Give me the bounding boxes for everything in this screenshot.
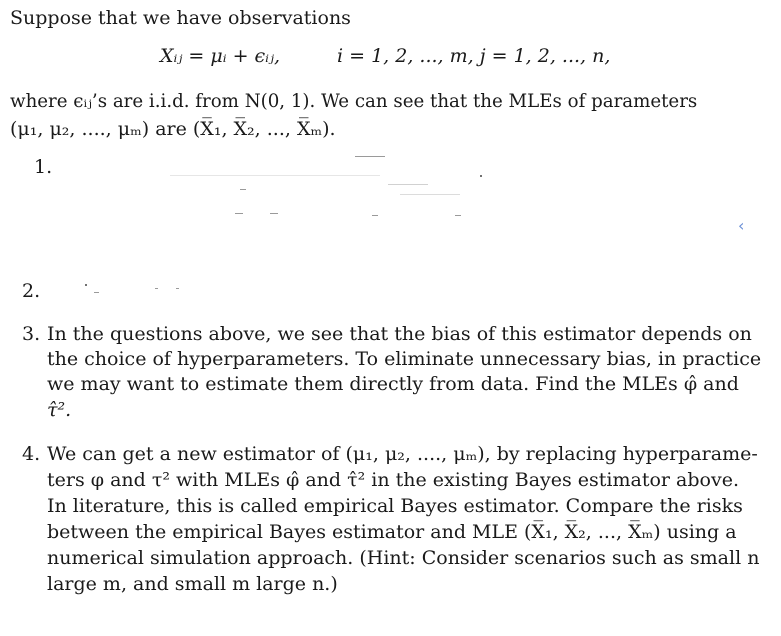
intro-line-3: where ϵᵢⱼ’s are i.i.d. from N(0, 1). We can see that the MLEs of parameters [10, 91, 698, 112]
chevron-left-icon: ‹ [738, 216, 745, 235]
item-2-number: 2. [22, 280, 41, 302]
faint-mark [270, 213, 278, 214]
item-4-line-5: numerical simulation approach. (Hint: Consider scenarios such as small n [47, 547, 760, 569]
observation-index-range: i = 1, 2, ..., m, j = 1, 2, ..., n, [337, 45, 611, 67]
faint-mark [372, 215, 378, 216]
item-4-line-6: large m, and small m large n.) [47, 573, 338, 595]
faint-mark [355, 156, 385, 157]
faint-mark [455, 215, 461, 216]
faint-mark [480, 175, 482, 177]
item-3-number: 3. [22, 323, 41, 345]
item-3-line-2: the choice of hyperparameters. To eliminate unnecessary bias, in practice [47, 348, 762, 370]
observation-equation: Xᵢⱼ = μᵢ + ϵᵢⱼ, [160, 45, 281, 67]
faint-mark [94, 292, 99, 293]
item-3-line-1: In the questions above, we see that the bias of this estimator depends on [47, 323, 752, 345]
intro-line-4: (μ₁, μ₂, ...., μₘ) are (X̅₁, X̅₂, ..., X̅ₘ). [10, 118, 336, 140]
item-4-line-1: We can get a new estimator of (μ₁, μ₂, ...., μₘ), by replacing hyperparame- [47, 443, 758, 465]
item-3-line-4: τ̂². [47, 399, 72, 421]
faint-mark [170, 175, 380, 176]
item-4-line-4: between the empirical Bayes estimator and MLE (X̅₁, X̅₂, ..., X̅ₘ) using a [47, 521, 737, 543]
faint-mark [388, 184, 428, 185]
intro-line-1: Suppose that we have observations [10, 7, 351, 29]
item-4-number: 4. [22, 443, 41, 465]
faint-mark [176, 288, 179, 289]
faint-mark [85, 284, 87, 286]
faint-mark [155, 288, 158, 289]
item-3-line-3: we may want to estimate them directly from data. Find the MLEs φ̂ and [47, 373, 739, 395]
item-4-line-3: In literature, this is called empirical Bayes estimator. Compare the risks [47, 495, 743, 517]
item-1-number: 1. [34, 156, 53, 178]
faint-mark [235, 213, 243, 214]
faint-mark [400, 194, 460, 195]
faint-mark [240, 189, 246, 190]
item-4-line-2: ters φ and τ² with MLEs φ̂ and τ̂² in the existing Bayes estimator above. [47, 469, 739, 491]
